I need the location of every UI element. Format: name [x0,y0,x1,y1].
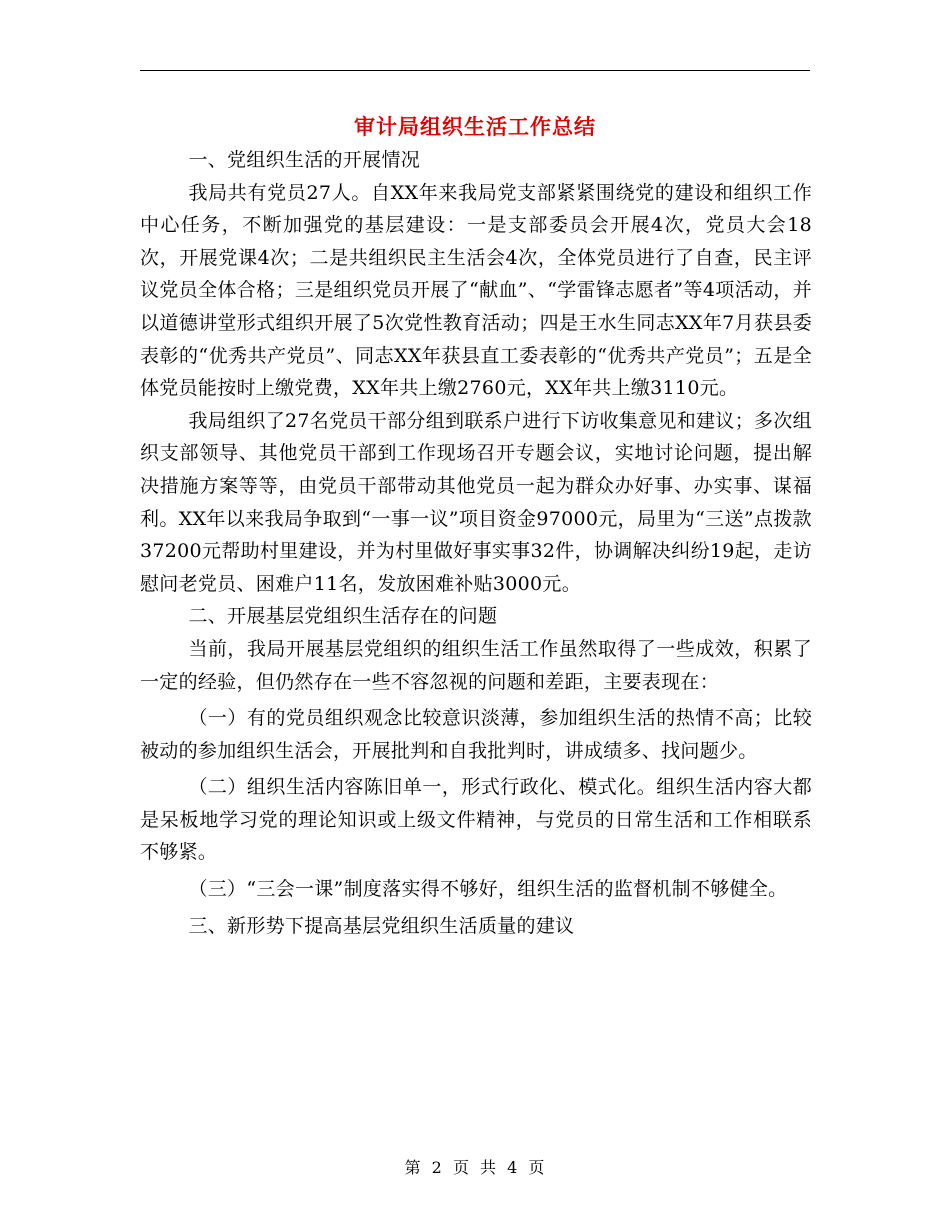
problem-item-1: （一）有的党员组织观念比较意识淡薄，参加组织生活的热情不高；比较被动的参加组织生活会，开展批判和自我批判时，讲成绩多、找问题少。 [140,707,812,762]
section-heading-2: 二、开展基层党组织生活存在的问题 [188,605,498,628]
paragraph-2: 我局组织了27名党员干部分组到联系户进行下访收集意见和建议；多次组织支部领导、其他党员干部到工作现场召开专题会议，实地讨论问题，提出解决措施方案等等，由党员干部带动其他党员一起为群众办好事、办实事、谋福利。XX年以来我局争取到“一事一议”项目资金97000元，局里为“三送”点拨款37200元帮助村里建设，并为村里做好事实事32件，协调解决纠纷19起，走访慰问老党员、困难户11名，发放困难补贴3000元。 [140,409,812,595]
problem-item-3: （三）“三会一课”制度落实得不够好，组织生活的监督机制不够健全。 [188,878,788,901]
document-body [140,144,812,942]
header-rule [140,70,810,71]
page-footer: 第 2 页 共 4 页 [404,1158,546,1177]
section-heading-3: 三、新形势下提高基层党组织生活质量的建议 [188,914,575,937]
document-title: 审计局组织生活工作总结 [354,115,596,139]
section-heading-1: 一、党组织生活的开展情况 [188,149,421,171]
paragraph-3: 当前，我局开展基层党组织的组织生活工作虽然取得了一些成效，积累了一定的经验，但仍然存在一些不容忽视的问题和差距，主要表现在： [140,637,812,693]
problem-item-2: （二）组织生活内容陈旧单一，形式行政化、模式化。组织生活内容大都是呆板地学习党的理论知识或上级文件精神，与党员的日常生活和工作相联系不够紧。 [140,776,812,864]
paragraph-1: 我局共有党员27人。自XX年来我局党支部紧紧围绕党的建设和组织工作中心任务，不断加强党的基层建设：一是支部委员会开展4次，党员大会18次，开展党课4次；二是共组织民主生活会4次，全体党员进行了自查，民主评议党员全体合格；三是组织党员开展了“献血”、“学雷锋志愿者”等4项活动，并以道德讲堂形式组织开展了5次党性教育活动；四是王水生同志XX年7月获县委表彰的“优秀共产党员”、同志XX年获县直工委表彰的“优秀共产党员”；五是全体党员能按时上缴党费，XX年共上缴2760元，XX年共上缴3110元。 [140,181,812,400]
